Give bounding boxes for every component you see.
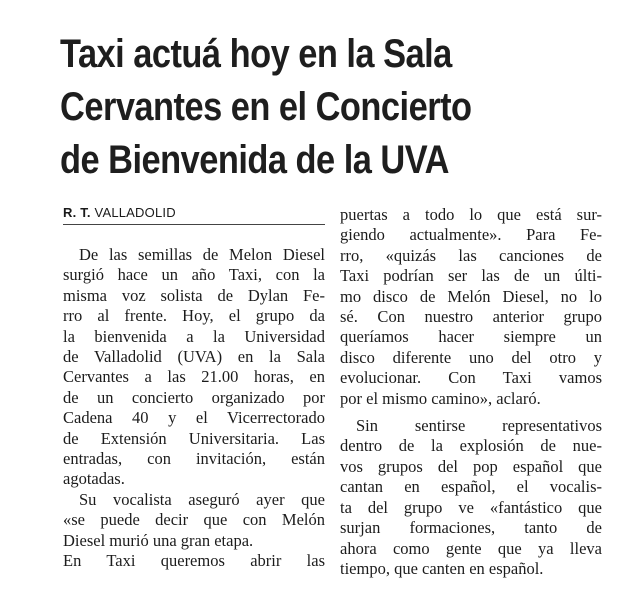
text-line: mo disco de Melón Diesel, no lo [340, 286, 602, 306]
text-line: vos grupos del pop español que [340, 456, 602, 476]
article-headline [60, 28, 542, 187]
text-line: agotadas. [63, 469, 125, 489]
text-line: dentro de la explosión de nue- [340, 436, 602, 456]
text-line: por el mismo camino», aclaró. [340, 388, 541, 408]
right-paragraph-1 [340, 205, 602, 409]
headline-line: Taxi actuá hoy en la Sala [60, 32, 452, 76]
right-paragraph-2 [340, 416, 602, 579]
text-line: de Extensión Universitaria. Las [63, 428, 325, 448]
text-line: de Valladolid (UVA) en la Sala [63, 347, 325, 367]
text-line: Cervantes a las 21.00 horas, en [63, 367, 325, 387]
left-column [63, 245, 325, 572]
text-line: Taxi podrían ser las de un últi- [340, 266, 602, 286]
left-paragraph-1 [63, 245, 325, 490]
text-line: de un concierto organizado por [63, 387, 325, 407]
text-line: giendo actualmente». Para Fe- [340, 225, 602, 245]
text-line: evolucionar. Con Taxi vamos [340, 368, 602, 388]
text-line: disco diferente uno del otro y [340, 347, 602, 367]
text-line: De las semillas de Melon Diesel [79, 245, 325, 264]
text-line: ahora como gente que ya lleva [340, 538, 602, 558]
text-line: rro al frente. Hoy, el grupo da [63, 306, 325, 326]
byline-author: R. T. [63, 205, 91, 220]
text-line: entradas, con invitación, están [63, 449, 325, 469]
text-line: Su vocalista aseguró ayer que [79, 489, 325, 509]
text-line: «se puede decir que con Melón [63, 510, 325, 530]
text-line: misma voz solista de Dylan Fe- [63, 285, 325, 305]
left-paragraph-2 [63, 490, 325, 572]
byline-location: VALLADOLID [94, 205, 176, 220]
headline-line: Cervantes en el Concierto [60, 85, 472, 129]
byline [63, 204, 325, 225]
right-column [340, 205, 602, 579]
text-line: Diesel murió una gran etapa. [63, 530, 254, 550]
text-line: ta del grupo ve «fantástico que [340, 497, 602, 517]
text-line: queríamos hacer siempre un [340, 327, 602, 347]
text-line: surjan formaciones, tanto de [340, 518, 602, 538]
text-line: surgió hace un año Taxi, con la [63, 265, 325, 285]
text-line: Sin sentirse representativos [356, 416, 602, 436]
text-line: En Taxi queremos abrir las [63, 551, 325, 571]
headline-line: de Bienvenida de la UVA [60, 138, 449, 182]
text-line: cantan en español, el vocalis- [340, 477, 602, 497]
text-line: Cadena 40 y el Vicerrectorado [63, 408, 325, 428]
text-line: rro, «quizás las canciones de [340, 245, 602, 265]
text-line: sé. Con nuestro anterior grupo [340, 307, 602, 327]
text-line: tiempo, que canten en español. [340, 558, 544, 578]
text-line: la bienvenida a la Universidad [63, 326, 325, 346]
text-line: puertas a todo lo que está sur- [340, 205, 602, 224]
